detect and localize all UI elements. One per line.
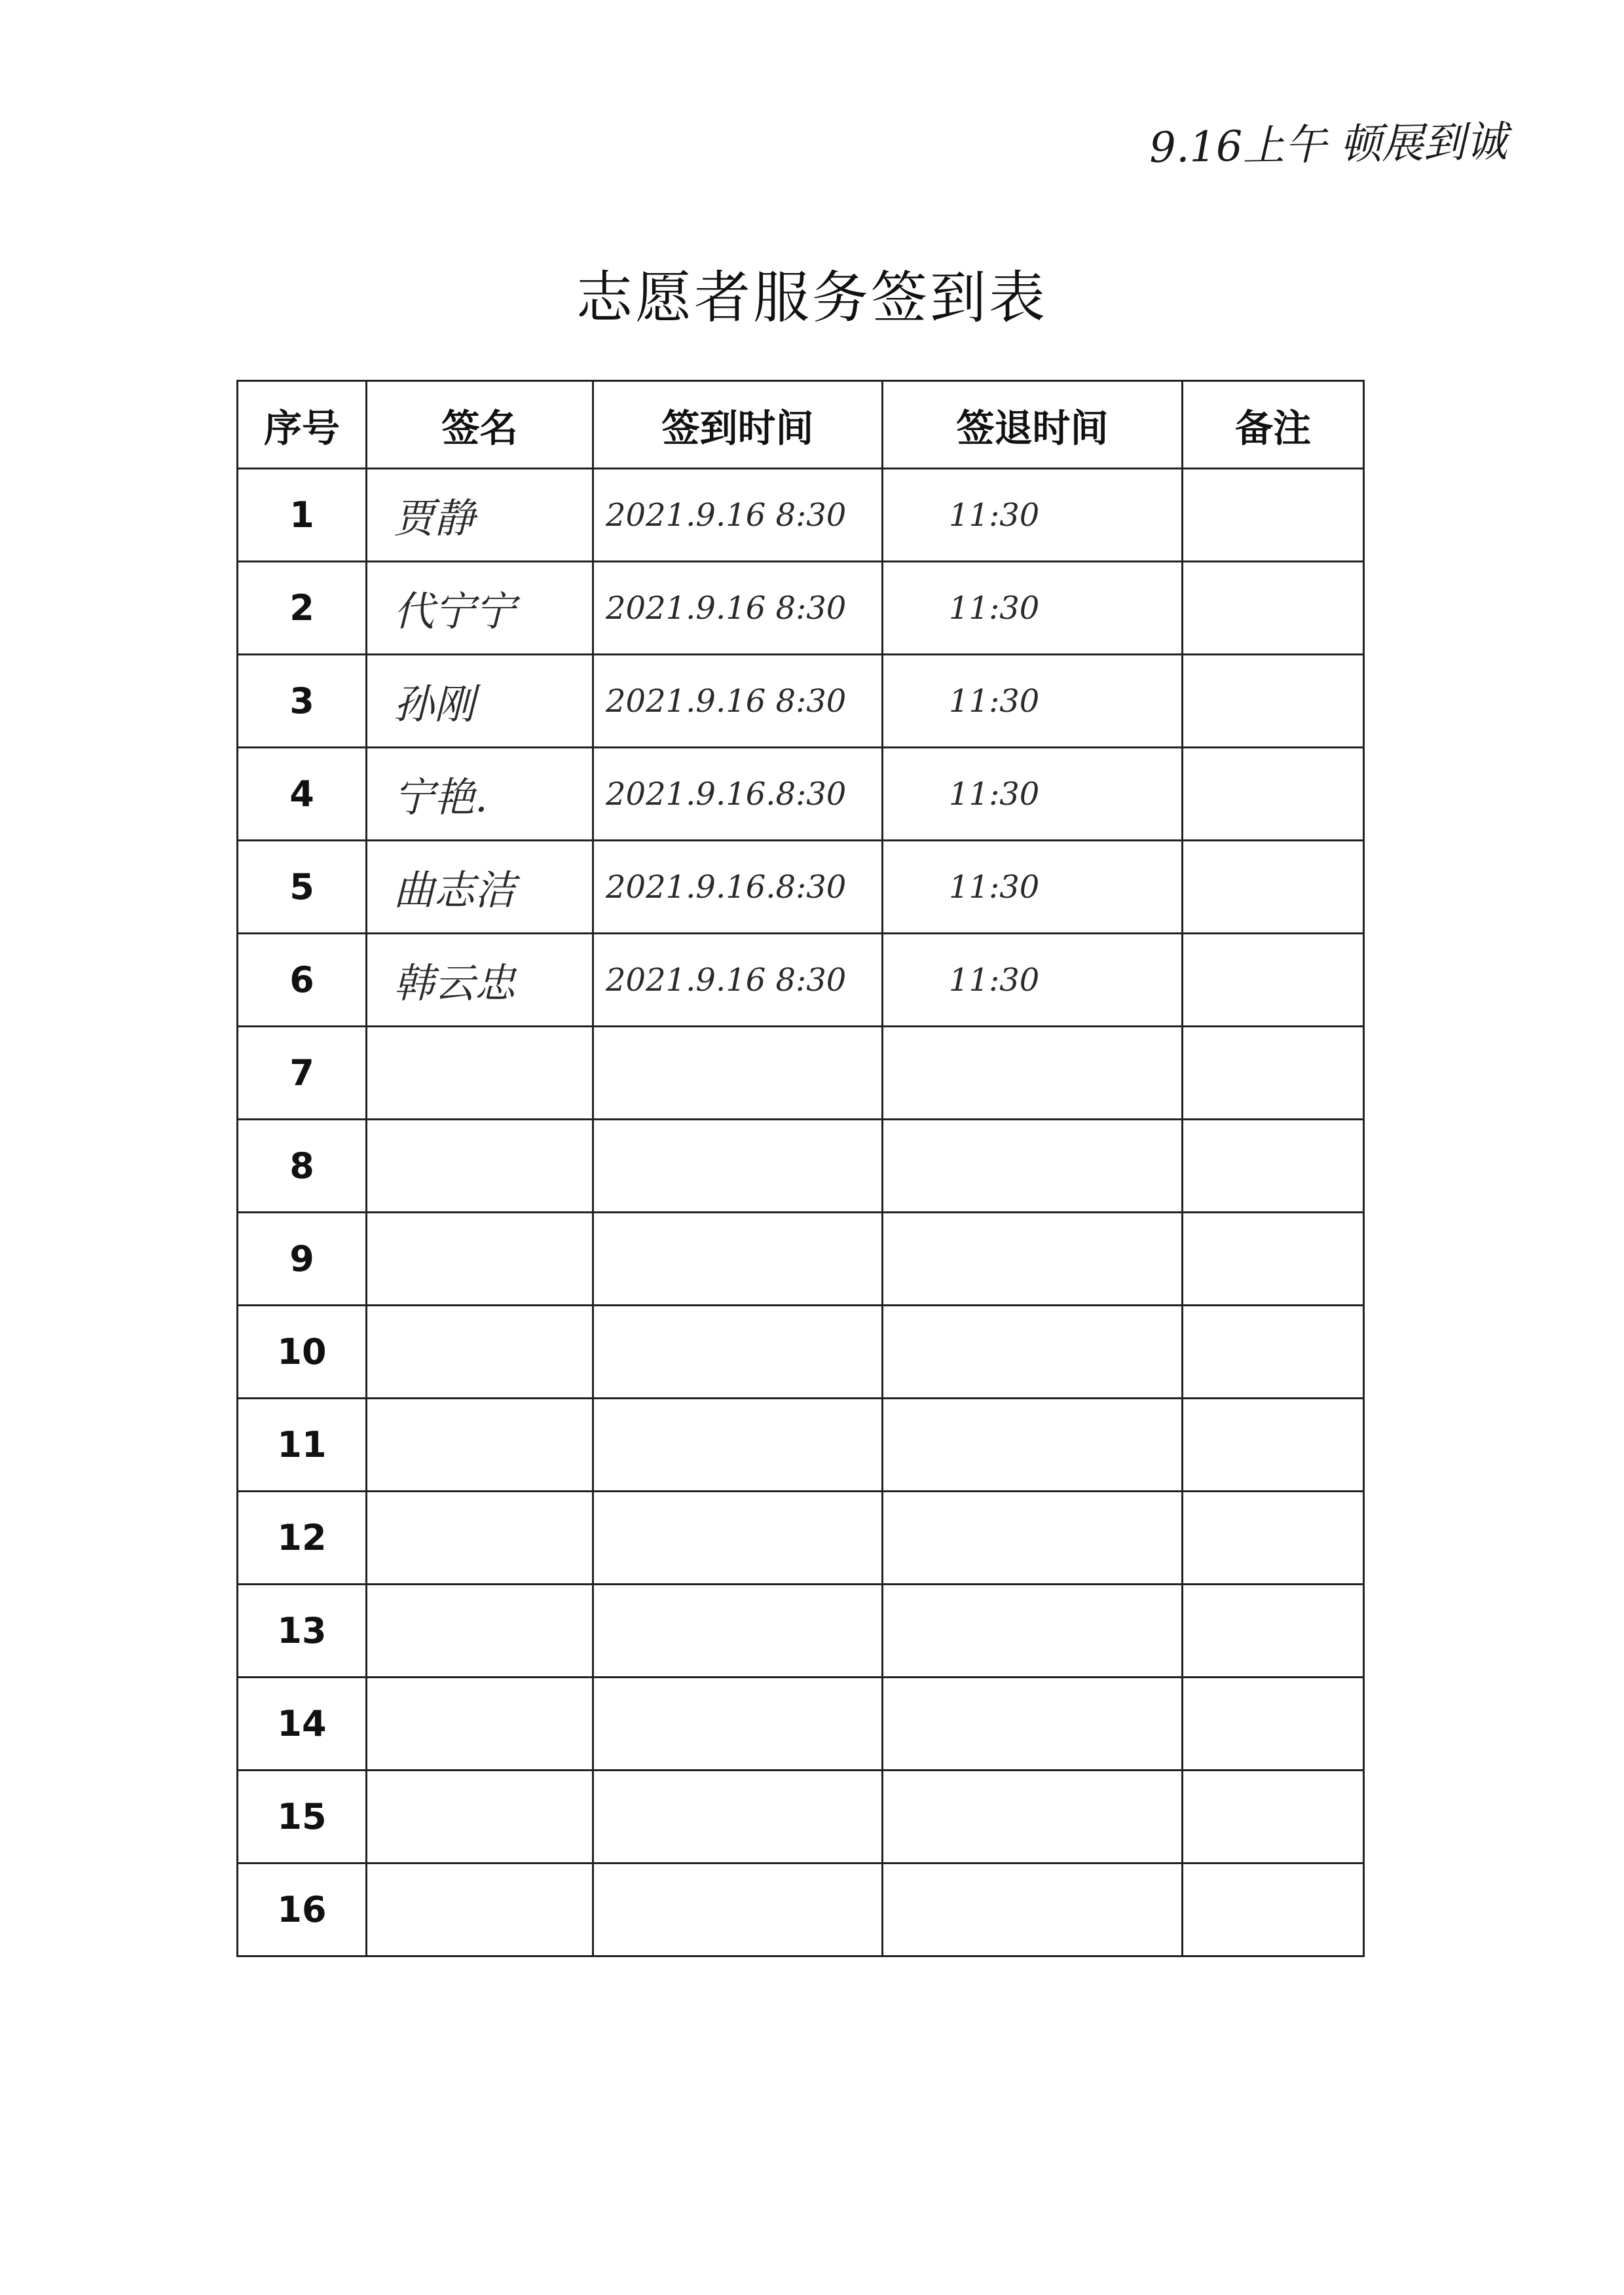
header-index: 序号 (238, 381, 367, 469)
table-row (238, 1585, 1364, 1678)
table-row (238, 1678, 1364, 1771)
row-signature: 孙刚 (367, 655, 593, 748)
row-signature: 代宁宁 (367, 562, 593, 655)
row-signature (367, 1771, 593, 1864)
row-index: 10 (238, 1306, 367, 1399)
row-checkout-time (883, 1120, 1183, 1213)
row-remark (1183, 562, 1364, 655)
table-row (238, 1306, 1364, 1399)
page-title: 志愿者服务签到表 (576, 265, 1048, 331)
row-remark (1183, 1771, 1364, 1864)
header-signature: 签名 (367, 381, 593, 469)
header-checkin-time: 签到时间 (593, 381, 883, 469)
row-signature: 韩云忠 (367, 934, 593, 1027)
table-row (238, 469, 1364, 562)
row-signature (367, 1585, 593, 1678)
row-checkin-time (593, 1120, 883, 1213)
header-remark: 备注 (1183, 381, 1364, 469)
row-index: 8 (238, 1120, 367, 1213)
table-row (238, 1027, 1364, 1120)
row-remark (1183, 748, 1364, 841)
row-checkout-time (883, 1585, 1183, 1678)
row-checkin-time (593, 1213, 883, 1306)
table-row (238, 841, 1364, 934)
table-row (238, 1492, 1364, 1585)
table-row (238, 655, 1364, 748)
table-row (238, 562, 1364, 655)
row-signature (367, 1120, 593, 1213)
row-checkout-time (883, 1864, 1183, 1956)
row-index: 14 (238, 1678, 367, 1771)
row-index: 12 (238, 1492, 367, 1585)
row-remark (1183, 1864, 1364, 1956)
row-index: 16 (238, 1864, 367, 1956)
row-index: 2 (238, 562, 367, 655)
row-remark (1183, 1585, 1364, 1678)
row-index: 6 (238, 934, 367, 1027)
row-signature (367, 1306, 593, 1399)
row-checkout-time (883, 1306, 1183, 1399)
row-remark (1183, 841, 1364, 934)
row-checkin-time: 2021.9.16.8:30 (593, 748, 883, 841)
row-checkin-time (593, 1585, 883, 1678)
table-row (238, 1864, 1364, 1956)
row-checkin-time (593, 1399, 883, 1492)
row-checkin-time: 2021.9.16.8:30 (593, 841, 883, 934)
row-checkin-time: 2021.9.16 8:30 (593, 655, 883, 748)
row-index: 13 (238, 1585, 367, 1678)
row-checkin-time: 2021.9.16 8:30 (593, 469, 883, 562)
row-checkout-time (883, 1678, 1183, 1771)
row-checkout-time (883, 1399, 1183, 1492)
row-signature (367, 1399, 593, 1492)
row-signature: 宁艳. (367, 748, 593, 841)
row-remark (1183, 655, 1364, 748)
table-row (238, 1399, 1364, 1492)
row-remark (1183, 1678, 1364, 1771)
row-index: 15 (238, 1771, 367, 1864)
row-checkout-time: 11:30 (883, 655, 1183, 748)
row-checkin-time: 2021.9.16 8:30 (593, 934, 883, 1027)
row-checkin-time: 2021.9.16 8:30 (593, 562, 883, 655)
row-remark (1183, 934, 1364, 1027)
row-checkout-time (883, 1213, 1183, 1306)
row-checkout-time: 11:30 (883, 562, 1183, 655)
row-checkin-time (593, 1678, 883, 1771)
row-checkout-time: 11:30 (883, 748, 1183, 841)
row-remark (1183, 1120, 1364, 1213)
row-signature (367, 1027, 593, 1120)
row-signature: 曲志洁 (367, 841, 593, 934)
sign-in-table (236, 380, 1365, 1957)
row-remark (1183, 1492, 1364, 1585)
row-checkout-time (883, 1492, 1183, 1585)
table-row (238, 1771, 1364, 1864)
row-index: 1 (238, 469, 367, 562)
table-row (238, 748, 1364, 841)
row-index: 9 (238, 1213, 367, 1306)
row-checkout-time (883, 1027, 1183, 1120)
header-checkout-time: 签退时间 (883, 381, 1183, 469)
row-checkin-time (593, 1864, 883, 1956)
row-signature: 贾静 (367, 469, 593, 562)
row-index: 11 (238, 1399, 367, 1492)
table-row (238, 1120, 1364, 1213)
row-checkout-time: 11:30 (883, 841, 1183, 934)
row-remark (1183, 1399, 1364, 1492)
row-remark (1183, 1213, 1364, 1306)
table-row (238, 934, 1364, 1027)
handwritten-note: 9.16上午 顿展到诚 (1149, 117, 1508, 173)
row-index: 3 (238, 655, 367, 748)
row-index: 7 (238, 1027, 367, 1120)
table-header-row (238, 381, 1364, 469)
row-signature (367, 1678, 593, 1771)
row-signature (367, 1864, 593, 1956)
row-checkout-time (883, 1771, 1183, 1864)
row-remark (1183, 469, 1364, 562)
row-signature (367, 1213, 593, 1306)
row-checkout-time: 11:30 (883, 934, 1183, 1027)
row-checkout-time: 11:30 (883, 469, 1183, 562)
row-checkin-time (593, 1306, 883, 1399)
row-remark (1183, 1306, 1364, 1399)
row-checkin-time (593, 1027, 883, 1120)
row-index: 5 (238, 841, 367, 934)
row-signature (367, 1492, 593, 1585)
row-checkin-time (593, 1771, 883, 1864)
row-checkin-time (593, 1492, 883, 1585)
row-index: 4 (238, 748, 367, 841)
table-row (238, 1213, 1364, 1306)
row-remark (1183, 1027, 1364, 1120)
